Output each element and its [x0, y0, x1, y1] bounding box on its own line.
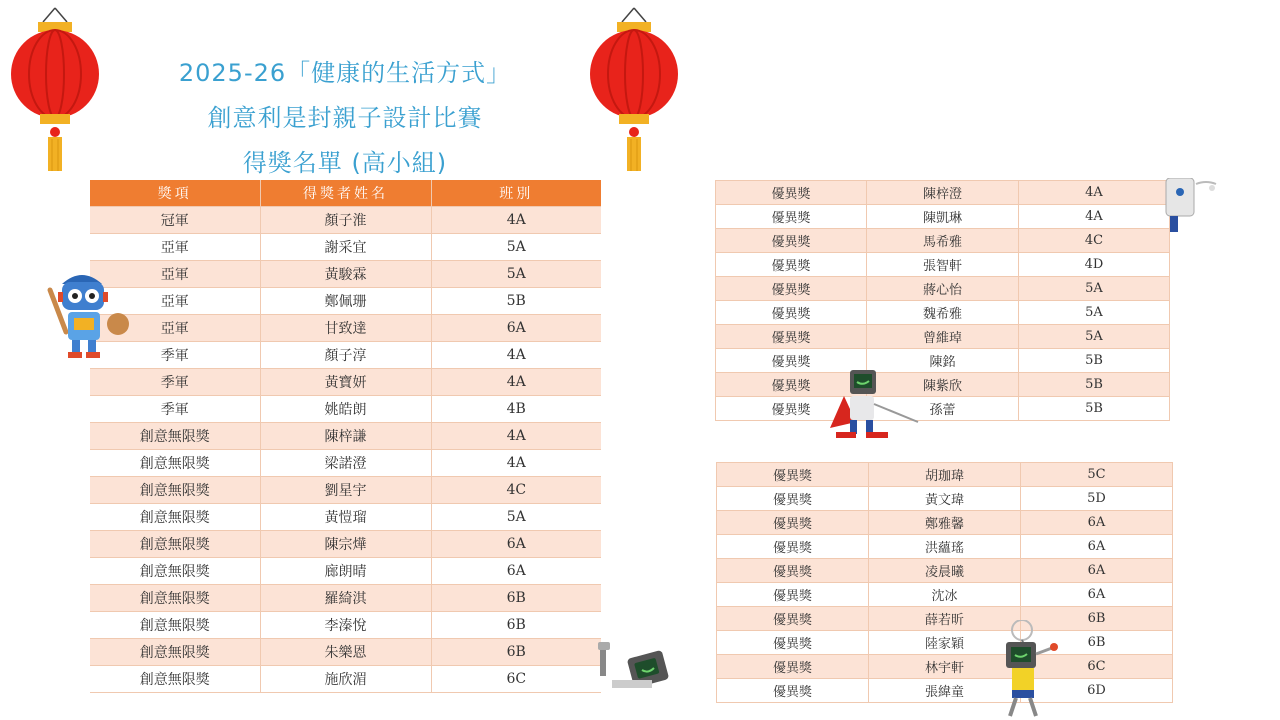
name-cell: 朱樂恩	[260, 639, 431, 666]
class-cell: 5B	[1019, 373, 1170, 397]
award-cell: 優異獎	[716, 373, 867, 397]
robot-fencer-icon	[826, 366, 922, 442]
name-cell: 沈冰	[869, 583, 1021, 607]
award-cell: 優異獎	[716, 397, 867, 421]
name-cell: 羅綺淇	[260, 585, 431, 612]
name-cell: 劉星宇	[260, 477, 431, 504]
award-cell: 優異獎	[716, 349, 867, 373]
name-cell: 魏希雅	[867, 301, 1019, 325]
table-row	[90, 585, 601, 612]
award-cell: 優異獎	[717, 655, 869, 679]
table-row	[717, 559, 1173, 583]
award-cell: 優異獎	[716, 229, 867, 253]
name-cell: 蔣心怡	[867, 277, 1019, 301]
header-class: 班別	[431, 180, 601, 207]
lantern-right-icon	[587, 2, 682, 174]
name-cell: 黃駿霖	[260, 261, 431, 288]
robot-baseball-icon	[44, 268, 132, 360]
award-cell: 優異獎	[716, 277, 867, 301]
award-cell: 季軍	[90, 396, 260, 423]
name-cell: 孫蕾	[867, 397, 1019, 421]
class-cell: 4A	[431, 207, 601, 234]
table-row	[716, 229, 1170, 253]
table-row	[717, 655, 1173, 679]
name-cell: 謝采宜	[260, 234, 431, 261]
robot-corner-icon	[592, 640, 674, 690]
class-cell: 5B	[1019, 397, 1170, 421]
name-cell: 黃愷瑠	[260, 504, 431, 531]
name-cell: 胡珈瑋	[869, 463, 1021, 487]
name-cell: 顏子淳	[260, 342, 431, 369]
name-cell: 洪蘊瑤	[869, 535, 1021, 559]
class-cell: 6B	[431, 585, 601, 612]
table-row	[716, 301, 1170, 325]
robot-badminton-icon	[1002, 620, 1064, 720]
class-cell: 5A	[431, 261, 601, 288]
table-row	[717, 679, 1173, 703]
award-cell: 亞軍	[90, 261, 260, 288]
name-cell: 陳凱琳	[867, 205, 1019, 229]
robot-edge-icon	[1162, 178, 1222, 236]
table-row	[90, 639, 601, 666]
award-cell: 亞軍	[90, 234, 260, 261]
header-award: 獎項	[90, 180, 260, 207]
table-row	[90, 504, 601, 531]
class-cell: 6B	[1021, 631, 1173, 655]
award-cell: 創意無限獎	[90, 504, 260, 531]
class-cell: 4A	[1019, 205, 1170, 229]
name-cell: 甘致達	[260, 315, 431, 342]
table-header-row	[90, 180, 601, 207]
award-cell: 優異獎	[717, 487, 869, 511]
title-line-2: 創意利是封親子設計比賽	[207, 104, 483, 132]
table-row	[717, 487, 1173, 511]
award-cell: 優異獎	[716, 301, 867, 325]
award-cell: 季軍	[90, 369, 260, 396]
award-cell: 創意無限獎	[90, 450, 260, 477]
name-cell: 張緯童	[869, 679, 1021, 703]
award-cell: 優異獎	[717, 559, 869, 583]
class-cell: 5B	[1019, 349, 1170, 373]
award-cell: 季軍	[90, 342, 260, 369]
name-cell: 鄭佩珊	[260, 288, 431, 315]
main-results-table	[90, 180, 601, 693]
name-cell: 張智軒	[867, 253, 1019, 277]
award-cell: 創意無限獎	[90, 639, 260, 666]
name-cell: 曾維琸	[867, 325, 1019, 349]
name-cell: 姚皓朗	[260, 396, 431, 423]
table-row	[716, 397, 1170, 421]
class-cell: 6D	[1021, 679, 1173, 703]
award-cell: 創意無限獎	[90, 423, 260, 450]
name-cell: 施欣湄	[260, 666, 431, 693]
award-cell: 優異獎	[717, 631, 869, 655]
class-cell: 4C	[431, 477, 601, 504]
class-cell: 5A	[1019, 325, 1170, 349]
award-cell: 優異獎	[716, 205, 867, 229]
table-row	[717, 535, 1173, 559]
name-cell: 梁諾澄	[260, 450, 431, 477]
table-row	[717, 463, 1173, 487]
name-cell: 陸家穎	[869, 631, 1021, 655]
award-cell: 優異獎	[717, 463, 869, 487]
table-row	[716, 325, 1170, 349]
class-cell: 5D	[1021, 487, 1173, 511]
table-row	[90, 396, 601, 423]
class-cell: 6B	[431, 639, 601, 666]
class-cell: 6B	[431, 612, 601, 639]
award-cell: 創意無限獎	[90, 585, 260, 612]
class-cell: 6A	[431, 558, 601, 585]
table-row	[90, 531, 601, 558]
award-cell: 優異獎	[717, 535, 869, 559]
name-cell: 陳宗燁	[260, 531, 431, 558]
class-cell: 4A	[431, 423, 601, 450]
table-row	[90, 288, 601, 315]
table-row	[90, 477, 601, 504]
table-row	[717, 607, 1173, 631]
title-line-3: 得獎名單 (高小組)	[242, 149, 448, 177]
name-cell: 凌晨曦	[869, 559, 1021, 583]
class-cell: 5B	[431, 288, 601, 315]
table-row	[90, 261, 601, 288]
award-cell: 優異獎	[717, 607, 869, 631]
class-cell: 4B	[431, 396, 601, 423]
award-cell: 優異獎	[717, 679, 869, 703]
class-cell: 6A	[1021, 535, 1173, 559]
table-row	[716, 277, 1170, 301]
class-cell: 6A	[1021, 559, 1173, 583]
name-cell: 陳銘	[867, 349, 1019, 373]
name-cell: 馬希雅	[867, 229, 1019, 253]
award-cell: 亞軍	[90, 288, 260, 315]
table-row	[717, 511, 1173, 535]
name-cell: 黃文瑋	[869, 487, 1021, 511]
class-cell: 6B	[1021, 607, 1173, 631]
class-cell: 5A	[431, 234, 601, 261]
merit-table-1	[715, 180, 1170, 421]
class-cell: 6A	[1021, 511, 1173, 535]
class-cell: 5A	[1019, 277, 1170, 301]
class-cell: 6C	[431, 666, 601, 693]
lantern-left-icon	[8, 2, 103, 174]
table-row	[90, 666, 601, 693]
name-cell: 李溱悅	[260, 612, 431, 639]
table-row	[716, 253, 1170, 277]
table-row	[90, 369, 601, 396]
name-cell: 陳梓澄	[867, 181, 1019, 205]
class-cell: 4A	[1019, 181, 1170, 205]
class-cell: 4A	[431, 342, 601, 369]
table-row	[716, 373, 1170, 397]
name-cell: 薛若昕	[869, 607, 1021, 631]
award-cell: 優異獎	[717, 583, 869, 607]
table-row	[717, 583, 1173, 607]
header-name: 得獎者姓名	[260, 180, 431, 207]
table-row	[716, 205, 1170, 229]
class-cell: 6A	[431, 315, 601, 342]
award-cell: 優異獎	[717, 511, 869, 535]
name-cell: 廊朗晴	[260, 558, 431, 585]
table-row	[90, 315, 601, 342]
class-cell: 4A	[431, 369, 601, 396]
table-row	[717, 631, 1173, 655]
name-cell: 陳紫欣	[867, 373, 1019, 397]
table-row	[716, 181, 1170, 205]
class-cell: 4D	[1019, 253, 1170, 277]
name-cell: 陳梓謙	[260, 423, 431, 450]
class-cell: 6A	[431, 531, 601, 558]
award-cell: 創意無限獎	[90, 558, 260, 585]
table-row	[90, 558, 601, 585]
table-row	[90, 207, 601, 234]
class-cell: 5A	[431, 504, 601, 531]
award-cell: 優異獎	[716, 253, 867, 277]
title-line-1: 2025-26「健康的生活方式」	[178, 59, 512, 87]
table-row	[90, 450, 601, 477]
name-cell: 顏子淮	[260, 207, 431, 234]
name-cell: 林宇軒	[869, 655, 1021, 679]
class-cell: 4A	[431, 450, 601, 477]
table-row	[90, 342, 601, 369]
table-row	[90, 612, 601, 639]
table-row	[716, 349, 1170, 373]
table-row	[90, 423, 601, 450]
name-cell: 鄭雅馨	[869, 511, 1021, 535]
award-cell: 亞軍	[90, 315, 260, 342]
merit-table-2	[716, 462, 1173, 703]
class-cell: 5A	[1019, 301, 1170, 325]
class-cell: 4C	[1019, 229, 1170, 253]
table-row	[90, 234, 601, 261]
award-cell: 冠軍	[90, 207, 260, 234]
award-cell: 創意無限獎	[90, 477, 260, 504]
award-cell: 優異獎	[716, 181, 867, 205]
class-cell: 6C	[1021, 655, 1173, 679]
award-cell: 優異獎	[716, 325, 867, 349]
award-cell: 創意無限獎	[90, 612, 260, 639]
name-cell: 黃寶妍	[260, 369, 431, 396]
award-cell: 創意無限獎	[90, 531, 260, 558]
award-cell: 創意無限獎	[90, 666, 260, 693]
class-cell: 6A	[1021, 583, 1173, 607]
class-cell: 5C	[1021, 463, 1173, 487]
